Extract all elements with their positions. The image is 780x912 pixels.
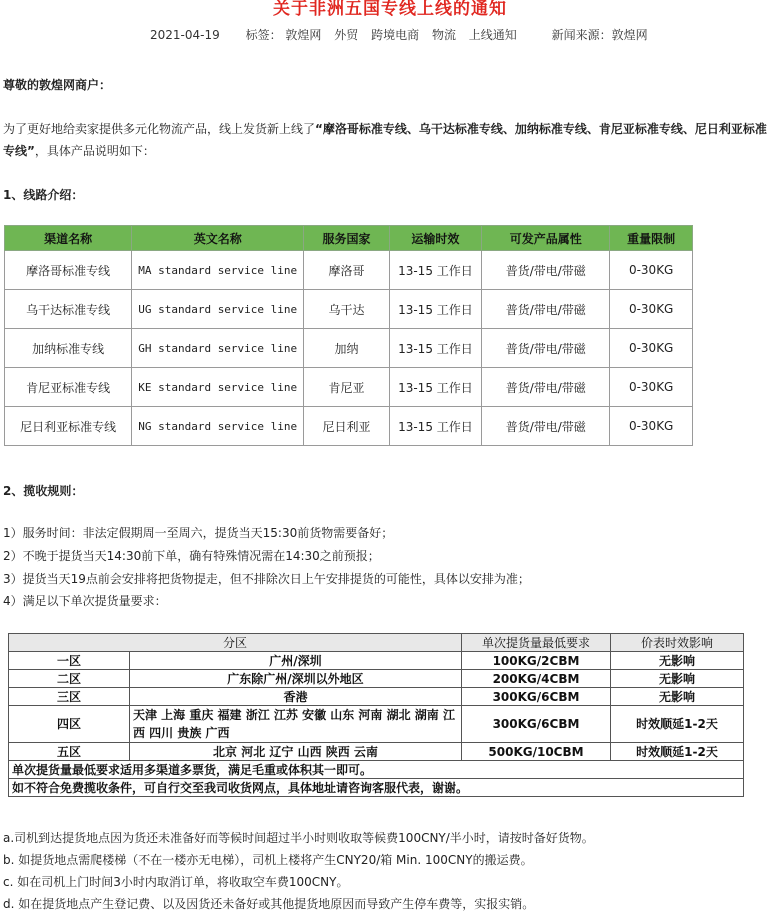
table-cell: 普货/带电/带磁 [482,290,610,329]
min-cell: 200KG/4CBM [462,670,611,688]
zone-cell: 二区 [9,670,130,688]
header-cell: 渠道名称 [5,226,132,251]
zone-cell: 四区 [9,706,130,743]
rule-item: 3）提货当天19点前会安排将把货物提走，但不排除次日上午安排提货的可能性，具体以安排为准； [3,572,530,586]
article-meta [150,26,648,43]
zone-table-header [9,634,744,652]
zone-cell: 三区 [9,688,130,706]
fee-item: d. 如在提货地点产生登记费、以及因货还未备好或其他提货地原因而导致产生停车费等，实报实销。 [3,897,535,911]
header-cell: 单次提货量最低要求 [462,634,611,652]
table-row [5,251,693,290]
table-row [5,407,693,446]
news-source: 敦煌网 [611,28,648,42]
tags-label: 标签： [245,28,282,42]
page-title: 关于非洲五国专线上线的通知 [273,0,507,19]
header-cell: 运输时效 [389,226,481,251]
effect-cell: 时效顺延1-2天 [611,743,744,761]
header-cell: 重量限制 [610,226,693,251]
header-cell: 英文名称 [132,226,304,251]
section-heading-routes: 1、线路介绍： [3,188,84,202]
min-cell: 100KG/2CBM [462,652,611,670]
area-cell: 广州/深圳 [130,652,462,670]
fee-item: c. 如在司机上门时间3小时内取消订单，将收取空车费100CNY。 [3,875,349,889]
tag-link[interactable]: 跨境电商 [371,28,420,42]
table-cell: 普货/带电/带磁 [482,251,610,290]
table-cell: NG standard service line [132,407,304,446]
table-row [9,670,744,688]
table-cell: 普货/带电/带磁 [482,407,610,446]
table-cell: KE standard service line [132,368,304,407]
table-cell: 13-15 工作日 [389,407,481,446]
table-cell: 摩洛哥标准专线 [5,251,132,290]
table-cell: 0-30KG [610,329,693,368]
greeting: 尊敬的敦煌网商户： [3,78,112,92]
table-cell: 尼日利亚 [304,407,389,446]
table-cell: 乌干达标准专线 [5,290,132,329]
publish-date: 2021-04-19 [150,28,220,42]
table-cell: GH standard service line [132,329,304,368]
table-cell: 13-15 工作日 [389,329,481,368]
rule-item: 1）服务时间：非法定假期周一至周六，提货当天15:30前货物需要备好； [3,526,394,540]
table-cell: 尼日利亚标准专线 [5,407,132,446]
table-cell: 13-15 工作日 [389,368,481,407]
table-row [9,706,744,743]
table-cell: 加纳 [304,329,389,368]
table-cell: 0-30KG [610,251,693,290]
zone-cell: 五区 [9,743,130,761]
intro-paragraph [3,118,778,162]
table-cell: 0-30KG [610,290,693,329]
table-cell: 0-30KG [610,368,693,407]
intro-highlight: “摩洛哥标准专线、乌干达标准专线、加纳标准专线、肯尼亚标准专线、尼日利亚标准专线” [3,122,767,158]
table-row [5,368,693,407]
header-cell: 分区 [9,634,462,652]
header-cell: 价表时效影响 [611,634,744,652]
table-row [9,743,744,761]
zone-table [8,633,744,797]
table-cell: 普货/带电/带磁 [482,368,610,407]
table-cell: 肯尼亚标准专线 [5,368,132,407]
min-cell: 300KG/6CBM [462,706,611,743]
effect-cell: 时效顺延1-2天 [611,706,744,743]
header-cell: 服务国家 [304,226,389,251]
zone-note: 如不符合免费揽收条件，可自行交至我司收货网点，具体地址请咨询客服代表，谢谢。 [9,779,744,797]
effect-cell: 无影响 [611,670,744,688]
fee-item: a.司机到达提货地点因为货还未准备好而等候时间超过半小时则收取等候费100CNY/半小时，请按时备好货物。 [3,831,594,845]
tag-link[interactable]: 上线通知 [468,28,517,42]
min-cell: 500KG/10CBM [462,743,611,761]
table-cell: UG standard service line [132,290,304,329]
fee-item: b. 如提货地点需爬楼梯（不在一楼亦无电梯），司机上楼将产生CNY20/箱 Min. 100CNY的搬运费。 [3,853,533,867]
area-cell: 香港 [130,688,462,706]
tag-link[interactable]: 物流 [431,28,456,42]
table-cell: 普货/带电/带磁 [482,329,610,368]
table-row [5,329,693,368]
table-row [5,290,693,329]
rule-item: 4）满足以下单次提货量要求： [3,594,167,608]
table-cell: 加纳标准专线 [5,329,132,368]
table-cell: MA standard service line [132,251,304,290]
table-cell: 乌干达 [304,290,389,329]
rule-item: 2）不晚于提货当天14:30前下单，确有特殊情况需在14:30之前预报； [3,549,380,563]
table-cell: 0-30KG [610,407,693,446]
source-label: 新闻来源： [551,28,612,42]
intro-suffix: ，具体产品说明如下： [34,144,155,158]
table-cell: 摩洛哥 [304,251,389,290]
header-cell: 可发产品属性 [482,226,610,251]
table-row [9,652,744,670]
zone-cell: 一区 [9,652,130,670]
tag-link[interactable]: 敦煌网 [285,28,322,42]
area-cell: 北京 河北 辽宁 山西 陕西 云南 [130,743,462,761]
area-cell: 天津 上海 重庆 福建 浙江 江苏 安徽 山东 河南 湖北 湖南 江西 四川 贵族 广西 [130,706,462,743]
route-table-header [5,226,693,251]
table-cell: 肯尼亚 [304,368,389,407]
table-row [9,688,744,706]
min-cell: 300KG/6CBM [462,688,611,706]
section-heading-pickup: 2、揽收规则： [3,484,84,498]
table-cell: 13-15 工作日 [389,290,481,329]
route-table [4,225,693,446]
effect-cell: 无影响 [611,688,744,706]
tag-link[interactable]: 外贸 [334,28,359,42]
table-note-row [9,779,744,797]
intro-prefix: 为了更好地给卖家提供多元化物流产品，线上发货新上线了 [3,122,316,136]
table-note-row [9,761,744,779]
table-cell: 13-15 工作日 [389,251,481,290]
effect-cell: 无影响 [611,652,744,670]
zone-note: 单次提货量最低要求适用多渠道多票货，满足毛重或体积其一即可。 [9,761,744,779]
area-cell: 广东除广州/深圳以外地区 [130,670,462,688]
